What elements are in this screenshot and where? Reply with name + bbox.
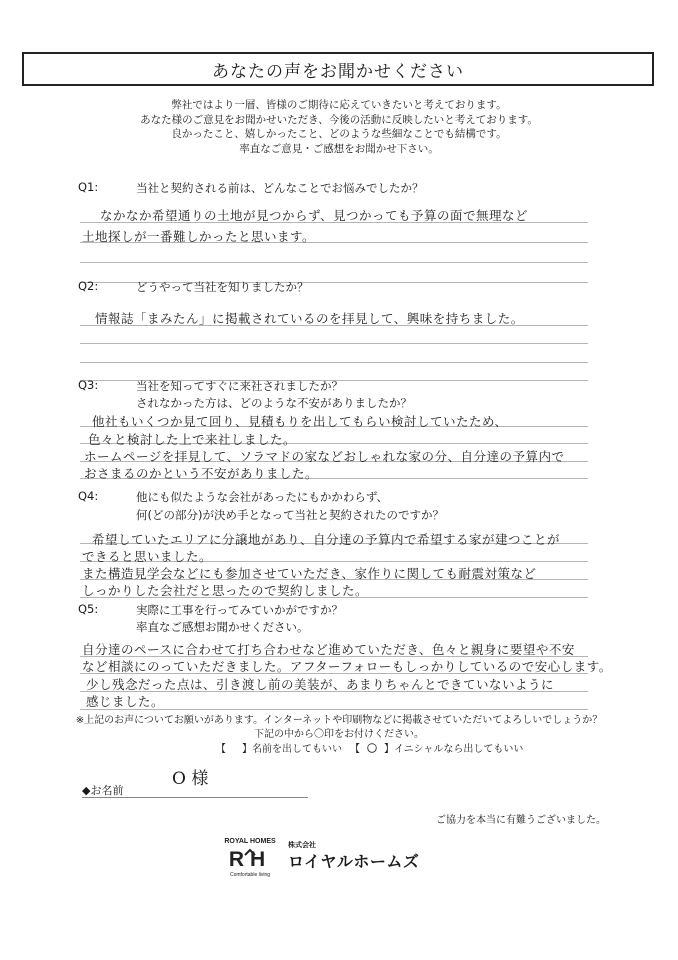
intro-line: 良かったこと、嬉しかったこと、どのような些細なことでも結構です。	[171, 128, 507, 140]
question-text: 他にも似たような会社があったにもかかわらず、	[136, 490, 388, 504]
answer-3-line: ホームページを拝見して、ソラマドの家などおしゃれな家の分、自分達の予算内で	[84, 449, 565, 464]
publication-note	[0, 714, 678, 742]
question-number: Q3:	[78, 378, 99, 392]
logo-tagline: Comfortable living	[229, 872, 271, 878]
question-number: Q1:	[78, 180, 99, 194]
note-line: ※上記のお声についてお願いがあります。インターネットや印刷物などに掲載させていただいてよろしいでしょうか？	[75, 715, 603, 726]
answer-3-line: 他社もいくつか見て回り、見積もりを出してもらい検討していたため、	[92, 414, 508, 429]
royal-homes-logo-icon	[218, 835, 282, 879]
logo-mark: RH	[228, 848, 272, 871]
question-text: 率直なご感想お聞かせください。	[136, 620, 309, 634]
answer-5-line: 少し残念だった点は、引き渡し前の美装が、あまりちゃんとできていないように	[86, 677, 555, 692]
company-name: ロイヤルホームズ	[288, 852, 420, 871]
question-number: Q5:	[78, 602, 99, 616]
bracket-close: 】	[242, 744, 252, 755]
answer-5-line: 感じました。	[86, 694, 165, 709]
question-5	[78, 602, 343, 634]
name-value: O 様	[172, 769, 209, 789]
question-2	[78, 279, 309, 294]
question-text: 当社と契約される前は、どんなことでお悩みでしたか？	[136, 181, 424, 195]
choice-label: イニシャルなら出してもいい	[394, 744, 524, 755]
question-text: 実際に工事を行ってみていかがですか？	[136, 603, 343, 617]
name-underline	[82, 797, 308, 798]
answer-5-line: など相談にのっていただきました。アフターフォローもしっかりしているので安心します。	[82, 659, 612, 674]
title-box	[22, 52, 654, 86]
answer-4-line: また構造見学会などにも参加させていただき、家作りに関しても耐震対策など	[82, 566, 537, 581]
company-logo	[218, 835, 282, 883]
logo-top-text: ROYAL HOMES	[224, 838, 276, 845]
choice-name-ok[interactable]	[216, 740, 342, 755]
answer-4-line: できると思いました。	[82, 549, 213, 564]
intro-line: 弊社ではより一層、皆様のご期待に応えていきたいと考えております。	[171, 99, 507, 111]
answer-5-line: 自分達のペースに合わせて打ち合わせなど進めていただき、色々と親身に要望や不安	[82, 642, 575, 657]
bracket-open: 【	[216, 744, 226, 755]
choice-initial-ok[interactable]	[350, 740, 523, 755]
choice-mark: 〇	[367, 744, 377, 755]
intro-line: あなた様のご意見をお聞かせいただき、今後の活動に反映したいと考えております。	[140, 113, 538, 126]
name-label: ◆お名前	[82, 784, 124, 797]
question-text: どうやって当社を知りましたか？	[136, 280, 309, 294]
question-1	[78, 180, 424, 195]
note-line: 下記の中から〇印をお付けください。	[254, 729, 424, 740]
bracket-open: 【	[350, 744, 360, 755]
answer-1-line: なかなか希望通りの土地が見つからず、見つかっても予算の面で無理など	[100, 208, 529, 223]
question-3	[78, 378, 412, 410]
thanks-text: ご協力を本当に有難うございました。	[436, 815, 606, 826]
intro-line: 率直なご意見・ご感想をお聞かせ下さい。	[239, 142, 439, 155]
question-number: Q4:	[78, 489, 99, 503]
question-text: 何(どの部分)が決め手となって当社と契約されたのですか？	[136, 508, 444, 522]
answer-4-line: しっかりした会社だと思ったので契約しました。	[82, 583, 369, 598]
page-title: あなたの声をお聞かせください	[212, 61, 464, 82]
choice-label: 名前を出してもいい	[252, 744, 342, 755]
company-prefix: 株式会社	[288, 841, 316, 849]
answer-1-line: 土地探しが一番難しかったと思います。	[82, 229, 316, 244]
question-text: 当社を知ってすぐに来社されましたか？	[136, 379, 343, 393]
intro-text	[0, 98, 678, 156]
question-4	[78, 489, 444, 522]
question-number: Q2:	[78, 279, 99, 293]
question-text: されなかった方は、どのような不安がありましたか？	[136, 396, 412, 410]
answer-3-line: 色々と検討した上で来社しました。	[88, 432, 297, 447]
answer-3-line: おさまるのかという不安がありました。	[84, 466, 319, 481]
answer-2-line: 情報誌「まみたん」に掲載されているのを拝見して、興味を持ちました。	[95, 311, 524, 326]
bracket-close: 】	[384, 744, 394, 755]
answer-4-line: 希望していたエリアに分譲地があり、自分達の予算内で希望する家が建つことが	[92, 532, 561, 547]
